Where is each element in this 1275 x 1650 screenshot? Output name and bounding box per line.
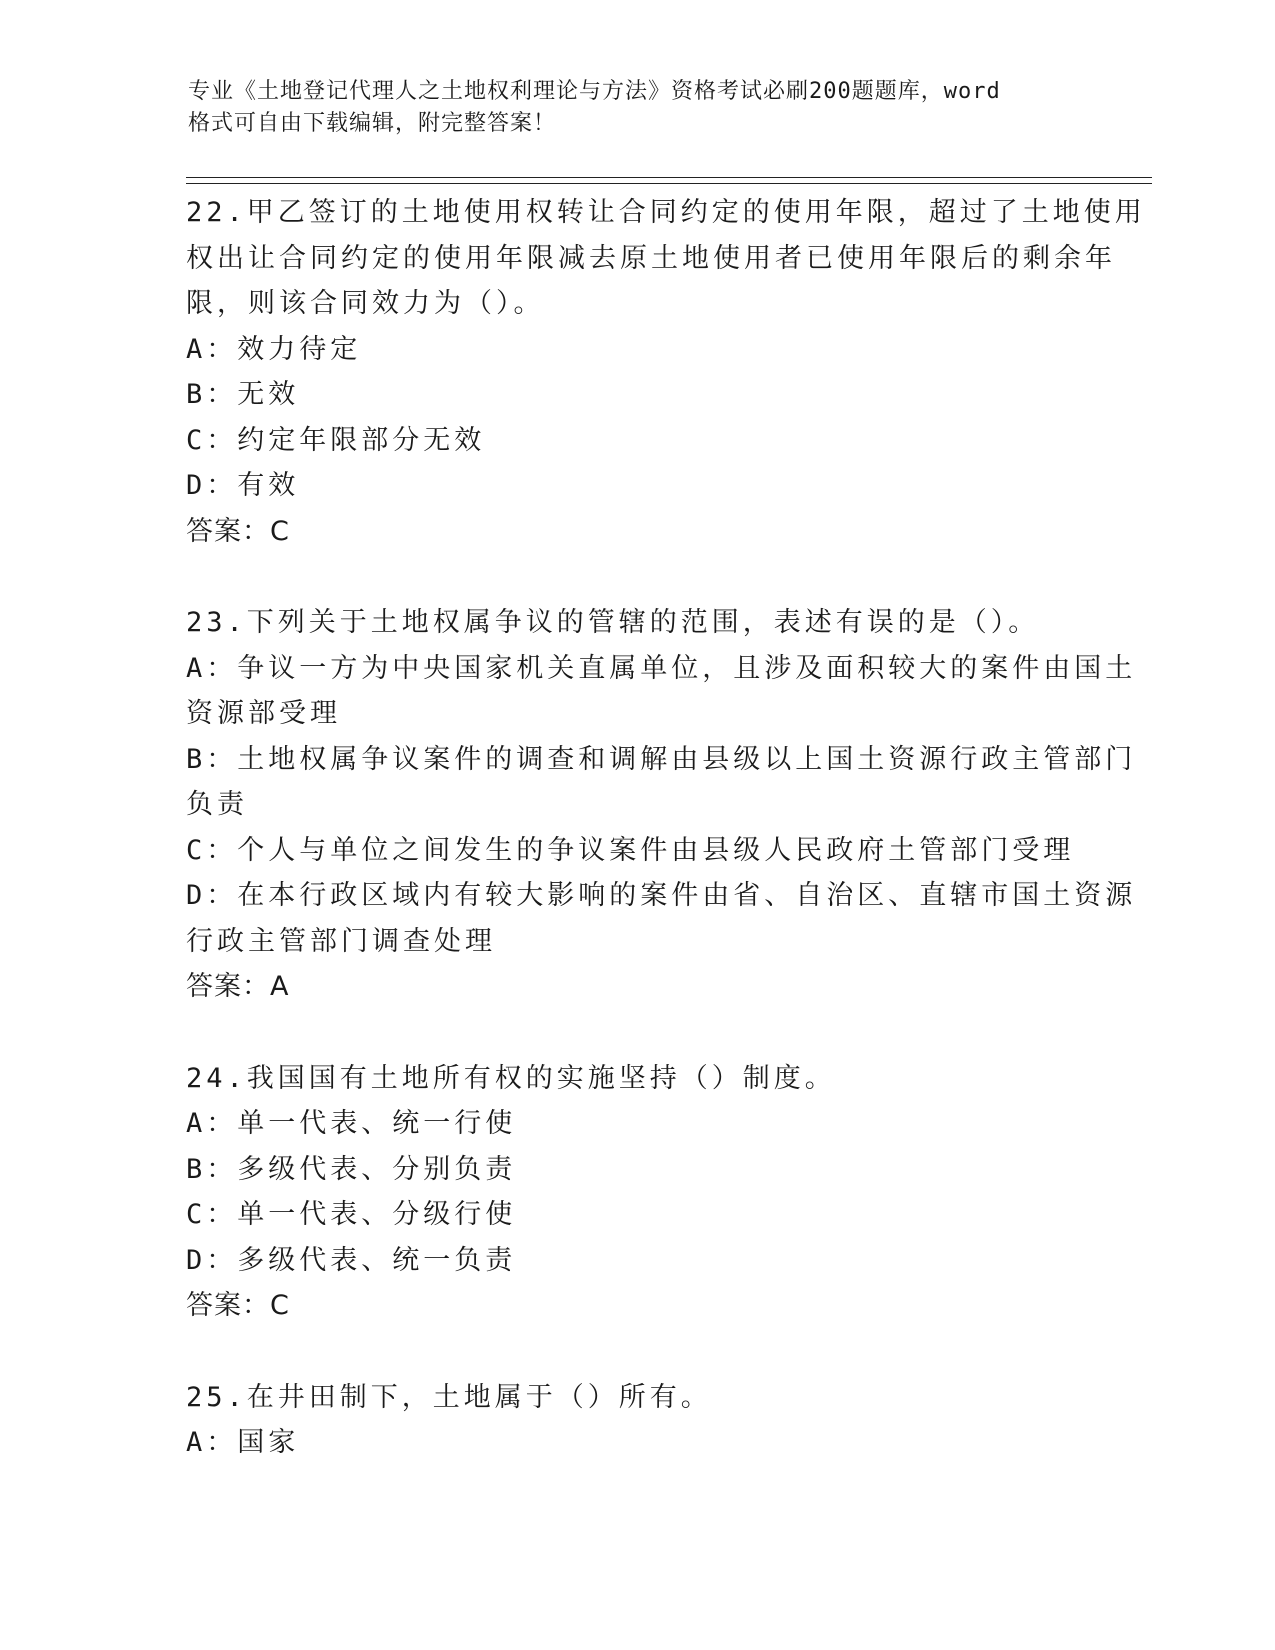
option-line: B：无效 bbox=[186, 379, 300, 410]
question-spacer bbox=[186, 554, 1076, 600]
answer-line: 答案：C bbox=[186, 1290, 290, 1321]
option-line: B：多级代表、分别负责 bbox=[186, 1153, 517, 1185]
question-spacer bbox=[186, 1329, 1076, 1375]
question-stem-line: 24.我国国有土地所有权的实施坚持（）制度。 bbox=[186, 1062, 836, 1094]
option-line: A：争议一方为中央国家机关直属单位，且涉及面积较大的案件由国土 bbox=[186, 652, 1137, 684]
option-line: B：土地权属争议案件的调查和调解由县级以上国土资源行政主管部门 bbox=[186, 743, 1137, 775]
header-line-2: 格式可自由下载编辑，附完整答案！ bbox=[188, 111, 557, 136]
option-line: D：多级代表、统一负责 bbox=[186, 1244, 517, 1276]
document-header bbox=[188, 76, 1068, 140]
option-line: A：单一代表、统一行使 bbox=[186, 1108, 517, 1139]
option-line: 资源部受理 bbox=[186, 698, 341, 729]
header-divider-top bbox=[186, 177, 1152, 178]
option-line: C：个人与单位之间发生的争议案件由县级人民政府土管部门受理 bbox=[186, 834, 1075, 866]
question-stem-line: 22.甲乙签订的土地使用权转让合同约定的使用年限，超过了土地使用 bbox=[186, 197, 1146, 228]
header-divider-bottom bbox=[186, 183, 1152, 184]
option-line: A：国家 bbox=[186, 1427, 300, 1458]
question-block bbox=[186, 190, 1146, 600]
option-line: 负责 bbox=[186, 789, 248, 820]
option-line: 行政主管部门调查处理 bbox=[186, 925, 496, 957]
answer-line: 答案：C bbox=[186, 515, 290, 547]
question-stem-line: 限，则该合同效力为（）。 bbox=[186, 288, 545, 319]
option-line: A：效力待定 bbox=[186, 333, 362, 365]
option-line: C：单一代表、分级行使 bbox=[186, 1199, 517, 1230]
question-list bbox=[186, 190, 1146, 1466]
question-spacer bbox=[186, 1010, 1076, 1056]
question-block bbox=[186, 600, 1137, 1056]
question-stem-line: 23.下列关于土地权属争议的管辖的范围，表述有误的是（）。 bbox=[186, 607, 1040, 638]
question-block bbox=[186, 1056, 1076, 1375]
option-line: D：在本行政区域内有较大影响的案件由省、自治区、直辖市国土资源 bbox=[186, 880, 1137, 911]
header-line-1: 专业《土地登记代理人之土地权利理论与方法》资格考试必刷200题题库，word bbox=[188, 79, 1001, 104]
question-stem-line: 25.在井田制下，土地属于（）所有。 bbox=[186, 1381, 712, 1413]
option-line: C：约定年限部分无效 bbox=[186, 424, 486, 456]
question-block bbox=[186, 1375, 1076, 1466]
answer-line: 答案：A bbox=[186, 971, 290, 1002]
option-line: D：有效 bbox=[186, 470, 300, 501]
question-stem-line: 权出让合同约定的使用年限减去原土地使用者已使用年限后的剩余年 bbox=[186, 242, 1116, 274]
